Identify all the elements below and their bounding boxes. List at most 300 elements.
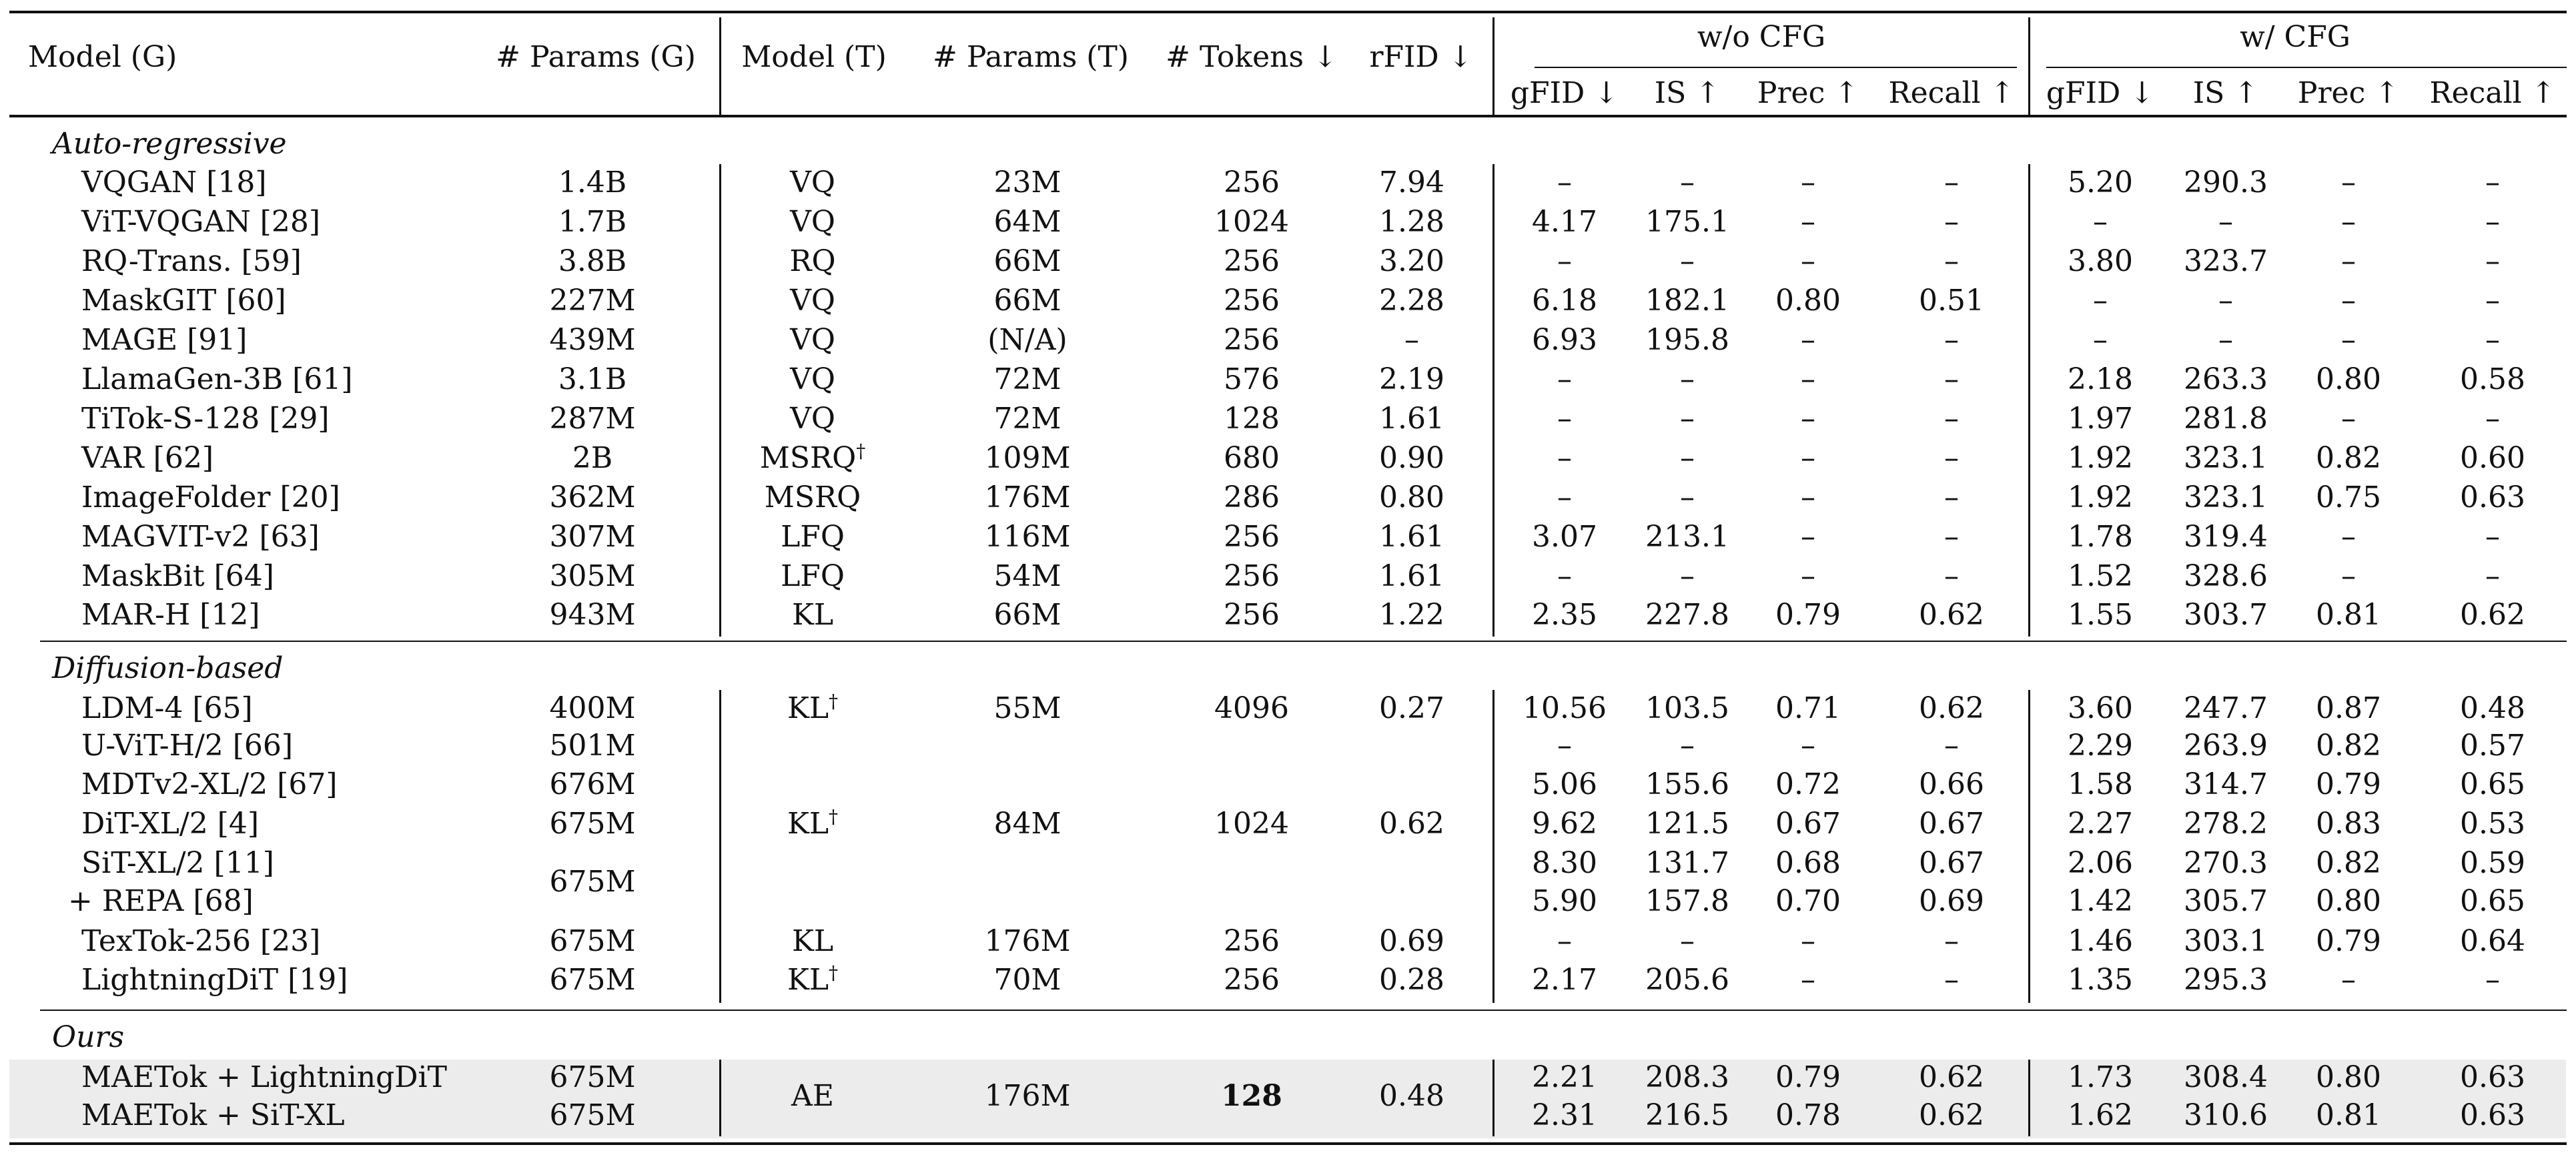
table-cell-is_cfg: –	[2218, 323, 2233, 357]
table-cell-params_t: 176M	[984, 1079, 1071, 1113]
table-cell-rfid: 0.90	[1379, 441, 1444, 475]
table-cell-rfid: 0.80	[1379, 480, 1444, 514]
table-cell-rfid: 2.28	[1379, 284, 1444, 318]
table-cell-gfid: 9.62	[1532, 807, 1597, 841]
table-cell-prec: –	[1801, 963, 1815, 997]
table-rule	[9, 115, 2567, 117]
table-cell-is: 157.8	[1645, 884, 1729, 918]
table-cell-params_g: 675M	[549, 865, 636, 899]
table-cell-gfid_cfg: –	[2093, 284, 2108, 318]
table-cell-tokens: 1024	[1214, 807, 1289, 841]
col-header-prec-cfg: Prec ↑	[2297, 76, 2400, 110]
col-header-prec: Prec ↑	[1757, 76, 1859, 110]
table-cell-model_t: VQ	[790, 165, 835, 200]
table-rule	[40, 641, 2567, 642]
table-cell-gfid: 6.18	[1532, 284, 1597, 318]
table-cell-model: MAETok + LightningDiT	[81, 1060, 447, 1094]
table-cell-gfid_cfg: 3.80	[2068, 244, 2133, 278]
table-cell-is: –	[1680, 362, 1695, 396]
table-cell-rfid: 1.22	[1379, 598, 1444, 632]
table-cell-model: VQGAN [18]	[81, 165, 267, 200]
table-cell-rfid: 0.69	[1379, 924, 1444, 958]
table-cell-model: ViT-VQGAN [28]	[81, 205, 320, 239]
table-cell-is_cfg: 295.3	[2184, 963, 2268, 997]
table-cell-rfid: 0.28	[1379, 963, 1444, 997]
table-cell-prec_cfg: 0.75	[2316, 480, 2381, 514]
table-cell-prec_cfg: –	[2341, 402, 2356, 436]
table-cell-recall_cfg: –	[2485, 244, 2500, 278]
table-cell-recall_cfg: –	[2485, 559, 2500, 593]
table-cell-gfid: 10.56	[1523, 691, 1607, 725]
table-cell-prec_cfg: –	[2341, 165, 2356, 200]
table-cell-tokens: 256	[1224, 244, 1280, 278]
table-cell-model: MDTv2-XL/2 [67]	[81, 767, 338, 801]
table-cell-model: MAETok + SiT-XL	[81, 1098, 345, 1132]
table-rule	[40, 1010, 2567, 1011]
dagger-mark: †	[829, 962, 839, 984]
table-cell-recall: –	[1944, 441, 1959, 475]
table-cell-params_t: 23M	[993, 165, 1061, 200]
table-cell-is: –	[1680, 480, 1695, 514]
dagger-mark: †	[829, 690, 839, 713]
table-cell-prec_cfg: 0.82	[2316, 846, 2381, 880]
table-cell-tokens: 256	[1224, 598, 1280, 632]
table-cell-recall: 0.62	[1919, 1098, 1984, 1132]
table-cell-prec: –	[1801, 402, 1815, 436]
table-cell-recall_cfg: 0.48	[2460, 691, 2525, 725]
table-cell-gfid_cfg: 1.62	[2068, 1098, 2133, 1132]
table-rule	[2046, 67, 2567, 68]
table-cell-recall: 0.67	[1919, 807, 1984, 841]
table-cell-model_t: KL	[791, 924, 834, 958]
table-cell-gfid: –	[1557, 441, 1572, 475]
table-cell-model: DiT-XL/2 [4]	[81, 807, 259, 841]
table-cell-prec_cfg: 0.83	[2316, 807, 2381, 841]
table-cell-gfid_cfg: 1.52	[2068, 559, 2133, 593]
table-cell-gfid_cfg: 1.55	[2068, 598, 2133, 632]
table-cell-is: 216.5	[1645, 1098, 1729, 1132]
table-cell-is_cfg: 270.3	[2184, 846, 2268, 880]
table-cell-gfid: –	[1557, 402, 1572, 436]
table-cell-recall: –	[1944, 205, 1959, 239]
table-cell-rfid: 0.62	[1379, 807, 1444, 841]
table-cell-params_t: 176M	[984, 480, 1071, 514]
table-cell-is: 205.6	[1645, 963, 1729, 997]
table-cell-recall: 0.62	[1919, 598, 1984, 632]
table-cell-params_t: 54M	[993, 559, 1061, 593]
table-cell-model: LlamaGen-3B [61]	[81, 362, 353, 396]
table-cell-recall_cfg: 0.63	[2460, 1098, 2525, 1132]
table-cell-prec: –	[1801, 205, 1815, 239]
table-cell-gfid_cfg: 1.46	[2068, 924, 2133, 958]
table-cell-params_t: 84M	[993, 807, 1061, 841]
table-cell-prec_cfg: 0.81	[2316, 598, 2381, 632]
table-cell-model: LightningDiT [19]	[81, 963, 348, 997]
table-cell-is_cfg: 323.7	[2184, 244, 2268, 278]
col-header-model-t: Model (T)	[741, 40, 887, 74]
table-cell-recall_cfg: –	[2485, 323, 2500, 357]
table-cell-is_cfg: 328.6	[2184, 559, 2268, 593]
table-cell-gfid_cfg: –	[2093, 205, 2108, 239]
table-cell-params_g: 1.7B	[558, 205, 627, 239]
table-cell-recall: –	[1944, 480, 1959, 514]
column-divider	[719, 690, 721, 1003]
table-cell-is_cfg: 247.7	[2184, 691, 2268, 725]
table-cell-gfid: 5.90	[1532, 884, 1597, 918]
table-cell-params_g: 362M	[549, 480, 636, 514]
table-cell-params_g: 675M	[549, 1060, 636, 1094]
table-cell-gfid: 4.17	[1532, 205, 1597, 239]
column-divider	[2028, 17, 2030, 115]
table-cell-tokens: 128	[1224, 402, 1280, 436]
table-cell-model: MaskBit [64]	[81, 559, 274, 593]
table-cell-gfid_cfg: 1.97	[2068, 402, 2133, 436]
table-cell-recall: –	[1944, 924, 1959, 958]
table-cell-recall_cfg: 0.60	[2460, 441, 2525, 475]
table-cell-recall_cfg: 0.63	[2460, 1060, 2525, 1094]
table-cell-gfid: 2.21	[1532, 1060, 1597, 1094]
table-cell-gfid: 2.31	[1532, 1098, 1597, 1132]
table-cell-recall_cfg: –	[2485, 520, 2500, 554]
table-cell-params_t: 176M	[984, 924, 1071, 958]
table-cell-is: 213.1	[1645, 520, 1729, 554]
table-cell-prec_cfg: 0.82	[2316, 441, 2381, 475]
col-header-recall: Recall ↑	[1888, 76, 2015, 110]
table-rule	[1535, 67, 2017, 68]
table-cell-gfid_cfg: 1.58	[2068, 767, 2133, 801]
table-cell-gfid_cfg: 2.18	[2068, 362, 2133, 396]
table-cell-gfid_cfg: 1.73	[2068, 1060, 2133, 1094]
table-cell-params_g: 307M	[549, 520, 636, 554]
table-cell-recall_cfg: 0.57	[2460, 729, 2525, 763]
table-cell-prec_cfg: –	[2341, 520, 2356, 554]
column-divider	[1492, 690, 1494, 1003]
table-cell-is: 182.1	[1645, 284, 1729, 318]
table-cell-tokens: 256	[1224, 924, 1280, 958]
table-cell-prec_cfg: –	[2341, 205, 2356, 239]
group-header-w-cfg: w/ CFG	[2240, 20, 2350, 54]
section-title: Ours	[52, 1020, 125, 1054]
table-cell-prec: –	[1801, 559, 1815, 593]
table-cell-params_t: 66M	[993, 244, 1061, 278]
table-cell-recall_cfg: 0.53	[2460, 807, 2525, 841]
table-cell-params_t: (N/A)	[987, 323, 1067, 357]
table-cell-gfid: 6.93	[1532, 323, 1597, 357]
table-cell-model: VAR [62]	[81, 441, 213, 475]
col-header-is-cfg: IS ↑	[2192, 76, 2259, 110]
table-cell-params_t: 55M	[993, 691, 1061, 725]
table-cell-prec: 0.67	[1775, 807, 1841, 841]
section-title: Auto-regressive	[52, 127, 287, 161]
table-cell-params_g: 676M	[549, 767, 636, 801]
table-cell-prec: 0.68	[1775, 846, 1841, 880]
table-cell-prec_cfg: –	[2341, 323, 2356, 357]
dagger-mark: †	[829, 805, 839, 828]
table-cell-tokens: 256	[1224, 559, 1280, 593]
table-cell-params_g: 227M	[549, 284, 636, 318]
col-header-recall-cfg: Recall ↑	[2429, 76, 2556, 110]
table-cell-recall_cfg: –	[2485, 205, 2500, 239]
table-cell-rfid: 1.61	[1379, 402, 1444, 436]
table-cell-tokens: 256	[1224, 323, 1280, 357]
table-cell-params_t: 109M	[984, 441, 1071, 475]
table-cell-model_t: AE	[791, 1079, 834, 1113]
table-cell-params_t: 64M	[993, 205, 1061, 239]
table-cell-params_g: 675M	[549, 924, 636, 958]
table-cell-prec: 0.72	[1775, 767, 1841, 801]
table-cell-model: MaskGIT [60]	[81, 284, 286, 318]
table-cell-params_g: 675M	[549, 1098, 636, 1132]
table-cell-gfid_cfg: 1.35	[2068, 963, 2133, 997]
table-cell-model: TexTok-256 [23]	[81, 924, 321, 958]
table-cell-model: + REPA [68]	[68, 884, 254, 918]
col-header-is: IS ↑	[1654, 76, 1721, 110]
table-cell-prec: –	[1801, 323, 1815, 357]
table-cell-rfid: 0.27	[1379, 691, 1444, 725]
table-cell-gfid_cfg: 1.92	[2068, 441, 2133, 475]
table-cell-is_cfg: 303.7	[2184, 598, 2268, 632]
table-cell-is_cfg: 323.1	[2184, 441, 2268, 475]
table-cell-prec: –	[1801, 165, 1815, 200]
table-cell-gfid_cfg: –	[2093, 323, 2108, 357]
table-cell-params_g: 675M	[549, 807, 636, 841]
table-cell-prec: –	[1801, 729, 1815, 763]
table-cell-tokens: 576	[1224, 362, 1280, 396]
table-cell-model: U-ViT-H/2 [66]	[81, 729, 294, 763]
table-cell-recall_cfg: –	[2485, 284, 2500, 318]
table-cell-is: –	[1680, 559, 1695, 593]
table-cell-recall: –	[1944, 729, 1959, 763]
table-cell-prec_cfg: 0.82	[2316, 729, 2381, 763]
table-cell-is: –	[1680, 441, 1695, 475]
table-cell-model_t: VQ	[790, 284, 835, 318]
table-cell-gfid: –	[1557, 244, 1572, 278]
table-cell-params_g: 439M	[549, 323, 636, 357]
table-cell-is: 208.3	[1645, 1060, 1729, 1094]
table-cell-model_t: VQ	[790, 362, 835, 396]
table-cell-params_g: 2B	[572, 441, 613, 475]
table-cell-model_t: MSRQ	[764, 480, 861, 514]
table-cell-gfid: 2.17	[1532, 963, 1597, 997]
dagger-mark: †	[856, 440, 866, 462]
table-cell-prec: –	[1801, 924, 1815, 958]
table-cell-tokens: 680	[1224, 441, 1280, 475]
table-cell-rfid: 3.20	[1379, 244, 1444, 278]
table-cell-prec_cfg: 0.79	[2316, 767, 2381, 801]
table-cell-gfid: –	[1557, 362, 1572, 396]
column-divider	[1492, 1060, 1494, 1136]
table-cell-is: 175.1	[1645, 205, 1729, 239]
section-title: Diffusion-based	[52, 651, 284, 685]
table-cell-gfid: –	[1557, 165, 1572, 200]
table-cell-model_t: LFQ	[781, 520, 845, 554]
table-cell-recall: –	[1944, 402, 1959, 436]
table-cell-prec_cfg: –	[2341, 284, 2356, 318]
table-cell-is_cfg: 290.3	[2184, 165, 2268, 200]
table-cell-rfid: 1.61	[1379, 559, 1444, 593]
table-cell-rfid: 1.61	[1379, 520, 1444, 554]
table-cell-gfid_cfg: 3.60	[2068, 691, 2133, 725]
table-cell-params_g: 501M	[549, 729, 636, 763]
table-cell-tokens: 4096	[1214, 691, 1289, 725]
table-cell-is: 121.5	[1645, 807, 1729, 841]
table-cell-params_t: 116M	[984, 520, 1071, 554]
table-cell-params_t: 72M	[993, 362, 1061, 396]
col-header-gfid-cfg: gFID ↓	[2046, 76, 2155, 110]
table-cell-prec: 0.78	[1775, 1098, 1841, 1132]
table-cell-params_g: 1.4B	[558, 165, 627, 200]
table-cell-model_t: VQ	[790, 402, 835, 436]
table-cell-model_t: MSRQ†	[759, 440, 866, 475]
table-cell-model_t: KL	[791, 598, 834, 632]
table-cell-prec: –	[1801, 244, 1815, 278]
table-cell-recall_cfg: –	[2485, 165, 2500, 200]
table-cell-model: ImageFolder [20]	[81, 480, 340, 514]
table-cell-is_cfg: 263.9	[2184, 729, 2268, 763]
table-cell-params_t: 72M	[993, 402, 1061, 436]
table-cell-params_g: 3.1B	[558, 362, 627, 396]
table-cell-params_t: 66M	[993, 598, 1061, 632]
table-cell-gfid: –	[1557, 924, 1572, 958]
table-cell-is_cfg: 263.3	[2184, 362, 2268, 396]
table-cell-params_g: 675M	[549, 963, 636, 997]
table-cell-is: 131.7	[1645, 846, 1729, 880]
table-cell-tokens: 256	[1224, 520, 1280, 554]
table-cell-gfid: 5.06	[1532, 767, 1597, 801]
table-cell-recall: 0.67	[1919, 846, 1984, 880]
table-cell-prec: –	[1801, 520, 1815, 554]
col-header-params-g: # Params (G)	[496, 40, 696, 74]
table-cell-is_cfg: –	[2218, 205, 2233, 239]
table-cell-prec: 0.70	[1775, 884, 1841, 918]
table-cell-recall_cfg: –	[2485, 402, 2500, 436]
table-cell-recall: 0.69	[1919, 884, 1984, 918]
table-cell-is_cfg: 281.8	[2184, 402, 2268, 436]
table-cell-params_g: 3.8B	[558, 244, 627, 278]
table-cell-is_cfg: 278.2	[2184, 807, 2268, 841]
table-cell-gfid_cfg: 1.78	[2068, 520, 2133, 554]
table-cell-model: MAR-H [12]	[81, 598, 260, 632]
table-cell-recall: 0.62	[1919, 1060, 1984, 1094]
table-cell-gfid_cfg: 2.27	[2068, 807, 2133, 841]
table-cell-model_t: LFQ	[781, 559, 845, 593]
table-rule	[9, 1142, 2567, 1145]
table-cell-model: RQ-Trans. [59]	[81, 244, 302, 278]
table-cell-gfid: –	[1557, 559, 1572, 593]
table-cell-recall: –	[1944, 323, 1959, 357]
table-cell-prec_cfg: –	[2341, 244, 2356, 278]
table-cell-is: –	[1680, 165, 1695, 200]
table-cell-gfid: 2.35	[1532, 598, 1597, 632]
table-cell-tokens: 1024	[1214, 205, 1289, 239]
table-cell-prec: 0.80	[1775, 284, 1841, 318]
table-cell-prec: –	[1801, 480, 1815, 514]
table-cell-is: 227.8	[1645, 598, 1729, 632]
table-cell-rfid: –	[1404, 323, 1419, 357]
col-header-gfid: gFID ↓	[1510, 76, 1619, 110]
table-cell-params_g: 400M	[549, 691, 636, 725]
table-cell-tokens: 256	[1224, 284, 1280, 318]
table-cell-prec_cfg: 0.79	[2316, 924, 2381, 958]
column-divider	[719, 1060, 721, 1136]
column-divider	[1492, 17, 1494, 115]
table-cell-recall: 0.62	[1919, 691, 1984, 725]
table-rule	[9, 11, 2567, 13]
column-divider	[2028, 164, 2030, 637]
column-divider	[719, 17, 721, 115]
table-cell-is_cfg: 319.4	[2184, 520, 2268, 554]
column-divider	[2028, 690, 2030, 1003]
table-cell-prec: –	[1801, 362, 1815, 396]
table-cell-rfid: 0.48	[1379, 1079, 1444, 1113]
table-cell-gfid_cfg: 2.29	[2068, 729, 2133, 763]
table-cell-rfid: 2.19	[1379, 362, 1444, 396]
col-header-params-t: # Params (T)	[933, 40, 1129, 74]
table-cell-gfid: –	[1557, 729, 1572, 763]
table-cell-is: –	[1680, 244, 1695, 278]
table-cell-model_t: KL†	[787, 805, 839, 841]
table-cell-prec: 0.71	[1775, 691, 1841, 725]
table-cell-gfid: 8.30	[1532, 846, 1597, 880]
table-cell-is_cfg: 303.1	[2184, 924, 2268, 958]
table-cell-is: 155.6	[1645, 767, 1729, 801]
table-cell-is: –	[1680, 924, 1695, 958]
table-cell-recall: –	[1944, 362, 1959, 396]
table-cell-prec_cfg: 0.80	[2316, 884, 2381, 918]
table-cell-is_cfg: 308.4	[2184, 1060, 2268, 1094]
table-cell-prec: –	[1801, 441, 1815, 475]
table-cell-tokens: 128	[1221, 1079, 1282, 1113]
table-cell-model_t: KL†	[787, 962, 839, 997]
table-cell-model: TiTok-S-128 [29]	[81, 402, 330, 436]
table-cell-gfid_cfg: 1.92	[2068, 480, 2133, 514]
table-cell-recall_cfg: 0.59	[2460, 846, 2525, 880]
table-cell-tokens: 256	[1224, 963, 1280, 997]
table-cell-model_t: VQ	[790, 205, 835, 239]
table-cell-rfid: 1.28	[1379, 205, 1444, 239]
table-cell-model_t: KL†	[787, 690, 839, 725]
table-cell-prec_cfg: 0.87	[2316, 691, 2381, 725]
table-cell-recall: –	[1944, 559, 1959, 593]
table-cell-recall_cfg: 0.58	[2460, 362, 2525, 396]
table-cell-is: –	[1680, 402, 1695, 436]
table-cell-prec_cfg: 0.80	[2316, 1060, 2381, 1094]
table-cell-tokens: 286	[1224, 480, 1280, 514]
table-cell-recall_cfg: 0.65	[2460, 767, 2525, 801]
column-divider	[719, 164, 721, 637]
table-cell-is: 103.5	[1645, 691, 1729, 725]
table-cell-is: 195.8	[1645, 323, 1729, 357]
table-cell-model: SiT-XL/2 [11]	[81, 846, 274, 880]
group-header-wo-cfg: w/o CFG	[1697, 20, 1826, 54]
table-cell-model: LDM-4 [65]	[81, 691, 253, 725]
table-cell-gfid_cfg: 1.42	[2068, 884, 2133, 918]
table-cell-recall_cfg: 0.64	[2460, 924, 2525, 958]
table-cell-recall: –	[1944, 244, 1959, 278]
table-cell-recall: 0.66	[1919, 767, 1984, 801]
table-cell-recall_cfg: 0.62	[2460, 598, 2525, 632]
table-cell-model: MAGE [91]	[81, 323, 248, 357]
table-cell-rfid: 7.94	[1379, 165, 1444, 200]
table-cell-is_cfg: –	[2218, 284, 2233, 318]
table-cell-prec_cfg: –	[2341, 963, 2356, 997]
table-cell-gfid_cfg: 5.20	[2068, 165, 2133, 200]
table-cell-model: MAGVIT-v2 [63]	[81, 520, 320, 554]
table-cell-prec_cfg: –	[2341, 559, 2356, 593]
table-cell-model_t: RQ	[789, 244, 836, 278]
table-cell-is_cfg: 323.1	[2184, 480, 2268, 514]
col-header-rfid: rFID ↓	[1369, 40, 1473, 74]
